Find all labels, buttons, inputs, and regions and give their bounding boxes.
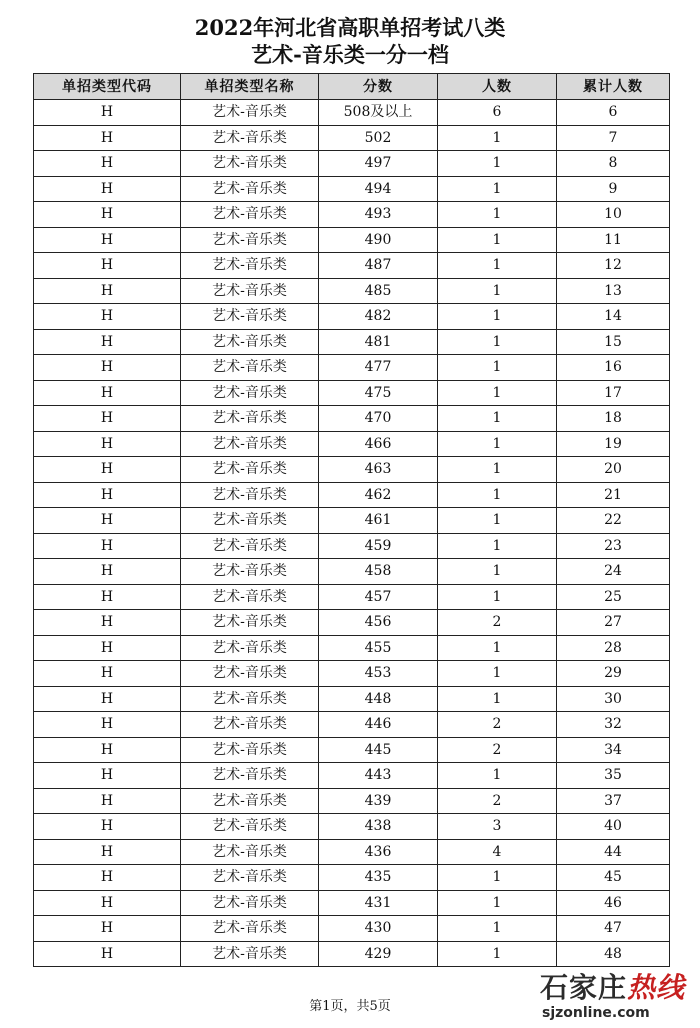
cell-cumulative: 14 (557, 304, 670, 330)
cell-count: 2 (438, 610, 557, 636)
cell-cumulative: 40 (557, 814, 670, 840)
table-row (34, 890, 670, 916)
table-row (34, 661, 670, 687)
cell-score: 438 (319, 814, 438, 840)
cell-count: 2 (438, 712, 557, 738)
cell-type-code: H (34, 610, 181, 636)
cell-type-name: 艺术-音乐类 (181, 686, 319, 712)
table-row (34, 431, 670, 457)
cell-count: 6 (438, 100, 557, 126)
cell-count: 1 (438, 151, 557, 177)
cell-score: 458 (319, 559, 438, 585)
cell-count: 1 (438, 916, 557, 942)
cell-type-name: 艺术-音乐类 (181, 457, 319, 483)
table-body (34, 100, 670, 967)
cell-score: 477 (319, 355, 438, 381)
cell-type-code: H (34, 635, 181, 661)
cell-score: 435 (319, 865, 438, 891)
cell-type-name: 艺术-音乐类 (181, 584, 319, 610)
cell-type-name: 艺术-音乐类 (181, 176, 319, 202)
cell-count: 1 (438, 584, 557, 610)
cell-type-name: 艺术-音乐类 (181, 890, 319, 916)
cell-type-name: 艺术-音乐类 (181, 916, 319, 942)
table-row (34, 763, 670, 789)
cell-score: 490 (319, 227, 438, 253)
table-header-row (34, 74, 670, 100)
cell-type-name: 艺术-音乐类 (181, 482, 319, 508)
cell-cumulative: 29 (557, 661, 670, 687)
table-row (34, 916, 670, 942)
cell-type-code: H (34, 584, 181, 610)
cell-type-code: H (34, 457, 181, 483)
cell-type-code: H (34, 737, 181, 763)
cell-type-code: H (34, 788, 181, 814)
cell-type-name: 艺术-音乐类 (181, 610, 319, 636)
cell-score: 466 (319, 431, 438, 457)
table-row (34, 304, 670, 330)
cell-count: 1 (438, 278, 557, 304)
table-row (34, 941, 670, 967)
cell-cumulative: 18 (557, 406, 670, 432)
table-row (34, 508, 670, 534)
cell-count: 1 (438, 329, 557, 355)
cell-cumulative: 34 (557, 737, 670, 763)
watermark-url: sjzonline.com (542, 1005, 650, 1021)
cell-cumulative: 44 (557, 839, 670, 865)
cell-count: 1 (438, 865, 557, 891)
watermark-main: 石家庄 (540, 971, 628, 1004)
cell-type-code: H (34, 661, 181, 687)
cell-score: 481 (319, 329, 438, 355)
cell-type-name: 艺术-音乐类 (181, 329, 319, 355)
table-row (34, 202, 670, 228)
cell-cumulative: 11 (557, 227, 670, 253)
table-row (34, 533, 670, 559)
cell-score: 470 (319, 406, 438, 432)
cell-type-code: H (34, 941, 181, 967)
cell-score: 436 (319, 839, 438, 865)
cell-count: 1 (438, 941, 557, 967)
cell-cumulative: 16 (557, 355, 670, 381)
cell-type-code: H (34, 253, 181, 279)
cell-type-name: 艺术-音乐类 (181, 763, 319, 789)
cell-type-name: 艺术-音乐类 (181, 406, 319, 432)
cell-count: 2 (438, 737, 557, 763)
cell-count: 1 (438, 406, 557, 432)
cell-count: 3 (438, 814, 557, 840)
cell-cumulative: 22 (557, 508, 670, 534)
cell-cumulative: 35 (557, 763, 670, 789)
table-row (34, 406, 670, 432)
cell-type-code: H (34, 431, 181, 457)
cell-cumulative: 10 (557, 202, 670, 228)
cell-score: 455 (319, 635, 438, 661)
cell-score: 457 (319, 584, 438, 610)
cell-count: 1 (438, 253, 557, 279)
table-row (34, 788, 670, 814)
table-row (34, 125, 670, 151)
cell-count: 1 (438, 482, 557, 508)
cell-type-name: 艺术-音乐类 (181, 941, 319, 967)
cell-count: 1 (438, 176, 557, 202)
table-row (34, 559, 670, 585)
cell-type-code: H (34, 176, 181, 202)
table-row (34, 100, 670, 126)
cell-score: 497 (319, 151, 438, 177)
cell-type-name: 艺术-音乐类 (181, 202, 319, 228)
table-row (34, 176, 670, 202)
cell-count: 4 (438, 839, 557, 865)
cell-score: 446 (319, 712, 438, 738)
page-footer: 第1页，共5页 (309, 999, 391, 1014)
table-row (34, 686, 670, 712)
cell-type-name: 艺术-音乐类 (181, 380, 319, 406)
cell-type-code: H (34, 202, 181, 228)
table-row (34, 839, 670, 865)
cell-score: 459 (319, 533, 438, 559)
cell-type-code: H (34, 482, 181, 508)
cell-cumulative: 25 (557, 584, 670, 610)
cell-type-name: 艺术-音乐类 (181, 559, 319, 585)
cell-cumulative: 46 (557, 890, 670, 916)
cell-type-name: 艺术-音乐类 (181, 533, 319, 559)
cell-type-name: 艺术-音乐类 (181, 661, 319, 687)
table-row (34, 253, 670, 279)
cell-type-name: 艺术-音乐类 (181, 865, 319, 891)
cell-type-name: 艺术-音乐类 (181, 278, 319, 304)
cell-cumulative: 23 (557, 533, 670, 559)
cell-count: 1 (438, 431, 557, 457)
cell-type-code: H (34, 151, 181, 177)
cell-score: 482 (319, 304, 438, 330)
column-header-type-code: 单招类型代码 (34, 74, 181, 100)
table-row (34, 610, 670, 636)
cell-type-name: 艺术-音乐类 (181, 100, 319, 126)
cell-score: 445 (319, 737, 438, 763)
cell-score: 429 (319, 941, 438, 967)
cell-cumulative: 32 (557, 712, 670, 738)
cell-type-code: H (34, 763, 181, 789)
cell-type-code: H (34, 227, 181, 253)
watermark-text (540, 972, 685, 1004)
cell-count: 1 (438, 304, 557, 330)
cell-score: 494 (319, 176, 438, 202)
cell-score: 448 (319, 686, 438, 712)
cell-type-code: H (34, 559, 181, 585)
table-row (34, 712, 670, 738)
column-header-score: 分数 (319, 74, 438, 100)
table-row (34, 865, 670, 891)
cell-count: 1 (438, 763, 557, 789)
cell-type-name: 艺术-音乐类 (181, 635, 319, 661)
cell-score: 439 (319, 788, 438, 814)
cell-count: 1 (438, 559, 557, 585)
cell-count: 1 (438, 457, 557, 483)
table-row (34, 457, 670, 483)
cell-type-name: 艺术-音乐类 (181, 788, 319, 814)
table-row (34, 482, 670, 508)
cell-type-name: 艺术-音乐类 (181, 151, 319, 177)
table-row (34, 380, 670, 406)
table-row (34, 635, 670, 661)
cell-score: 508及以上 (319, 100, 438, 126)
cell-count: 1 (438, 355, 557, 381)
cell-cumulative: 28 (557, 635, 670, 661)
cell-cumulative: 8 (557, 151, 670, 177)
cell-count: 1 (438, 227, 557, 253)
table-row (34, 329, 670, 355)
cell-count: 1 (438, 661, 557, 687)
cell-count: 1 (438, 635, 557, 661)
cell-score: 462 (319, 482, 438, 508)
column-header-cumulative: 累计人数 (557, 74, 670, 100)
cell-type-name: 艺术-音乐类 (181, 712, 319, 738)
cell-type-code: H (34, 125, 181, 151)
cell-type-name: 艺术-音乐类 (181, 304, 319, 330)
cell-type-code: H (34, 380, 181, 406)
cell-type-code: H (34, 916, 181, 942)
cell-type-code: H (34, 839, 181, 865)
cell-cumulative: 6 (557, 100, 670, 126)
table-row (34, 355, 670, 381)
cell-cumulative: 30 (557, 686, 670, 712)
cell-cumulative: 15 (557, 329, 670, 355)
cell-cumulative: 13 (557, 278, 670, 304)
cell-score: 463 (319, 457, 438, 483)
cell-count: 1 (438, 508, 557, 534)
cell-type-code: H (34, 100, 181, 126)
cell-score: 443 (319, 763, 438, 789)
cell-cumulative: 37 (557, 788, 670, 814)
cell-type-code: H (34, 814, 181, 840)
cell-type-code: H (34, 865, 181, 891)
cell-cumulative: 45 (557, 865, 670, 891)
cell-type-name: 艺术-音乐类 (181, 253, 319, 279)
cell-type-name: 艺术-音乐类 (181, 125, 319, 151)
cell-cumulative: 48 (557, 941, 670, 967)
table-row (34, 737, 670, 763)
table-row (34, 814, 670, 840)
cell-score: 431 (319, 890, 438, 916)
document-subtitle: 艺术-音乐类一分一档 (251, 42, 449, 67)
cell-count: 1 (438, 125, 557, 151)
cell-cumulative: 19 (557, 431, 670, 457)
cell-cumulative: 9 (557, 176, 670, 202)
cell-type-code: H (34, 686, 181, 712)
cell-type-code: H (34, 533, 181, 559)
cell-type-name: 艺术-音乐类 (181, 737, 319, 763)
cell-count: 1 (438, 202, 557, 228)
cell-score: 475 (319, 380, 438, 406)
cell-count: 2 (438, 788, 557, 814)
cell-type-name: 艺术-音乐类 (181, 227, 319, 253)
cell-count: 1 (438, 380, 557, 406)
cell-score: 493 (319, 202, 438, 228)
cell-cumulative: 12 (557, 253, 670, 279)
table-row (34, 151, 670, 177)
cell-score: 453 (319, 661, 438, 687)
cell-count: 1 (438, 533, 557, 559)
cell-score: 502 (319, 125, 438, 151)
cell-score: 485 (319, 278, 438, 304)
cell-type-code: H (34, 712, 181, 738)
cell-cumulative: 24 (557, 559, 670, 585)
cell-type-code: H (34, 355, 181, 381)
cell-type-code: H (34, 508, 181, 534)
cell-score: 461 (319, 508, 438, 534)
document-title: 2022年河北省高职单招考试八类 (194, 15, 506, 40)
cell-score: 456 (319, 610, 438, 636)
cell-cumulative: 7 (557, 125, 670, 151)
cell-type-code: H (34, 329, 181, 355)
cell-type-name: 艺术-音乐类 (181, 431, 319, 457)
cell-cumulative: 47 (557, 916, 670, 942)
cell-count: 1 (438, 686, 557, 712)
watermark-accent: 热线 (627, 971, 686, 1004)
cell-type-name: 艺术-音乐类 (181, 839, 319, 865)
cell-count: 1 (438, 890, 557, 916)
table-row (34, 584, 670, 610)
score-distribution-table (33, 73, 670, 967)
cell-type-code: H (34, 278, 181, 304)
cell-cumulative: 17 (557, 380, 670, 406)
cell-type-code: H (34, 406, 181, 432)
cell-type-name: 艺术-音乐类 (181, 814, 319, 840)
table-row (34, 278, 670, 304)
cell-cumulative: 27 (557, 610, 670, 636)
cell-type-name: 艺术-音乐类 (181, 508, 319, 534)
cell-type-code: H (34, 304, 181, 330)
cell-score: 487 (319, 253, 438, 279)
cell-cumulative: 20 (557, 457, 670, 483)
cell-type-code: H (34, 890, 181, 916)
cell-type-name: 艺术-音乐类 (181, 355, 319, 381)
column-header-count: 人数 (438, 74, 557, 100)
cell-cumulative: 21 (557, 482, 670, 508)
site-watermark-logo (540, 972, 690, 1024)
cell-score: 430 (319, 916, 438, 942)
column-header-type-name: 单招类型名称 (181, 74, 319, 100)
table-row (34, 227, 670, 253)
